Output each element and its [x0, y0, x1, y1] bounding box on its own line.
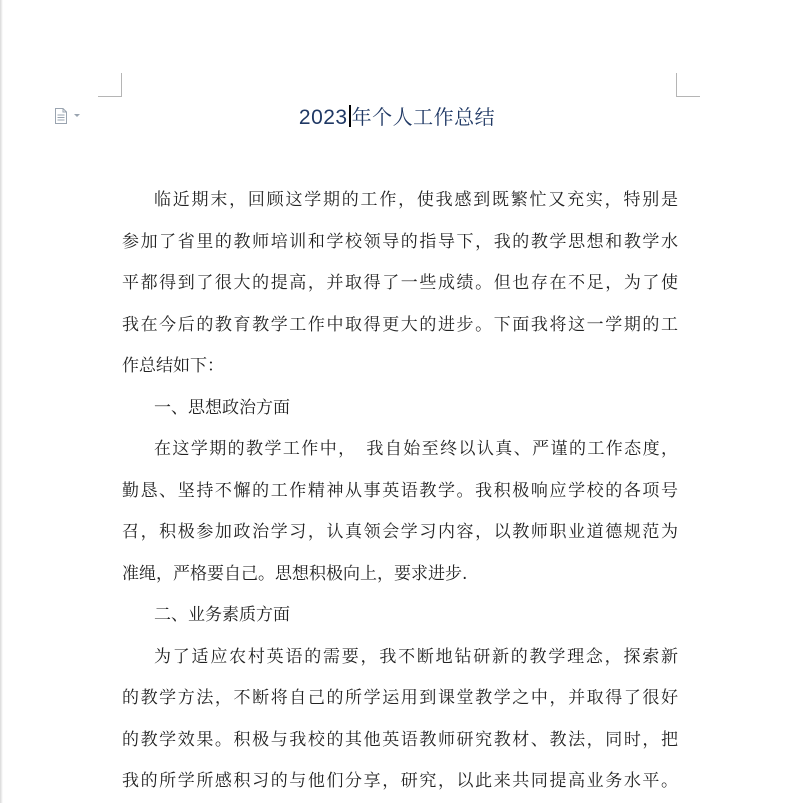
paragraph-line: 为了适应农村英语的需要，我不断地钻研新的教学理念，探索新 — [154, 646, 678, 667]
document-title[interactable] — [0, 104, 794, 131]
paragraph-line: 的教学方法，不断将自己的所学运用到课堂教学之中，并取得了很好 — [122, 688, 678, 708]
document-body[interactable] — [122, 184, 678, 807]
margin-corner-top-left — [98, 73, 122, 97]
title-text: 年个人工作总结 — [351, 105, 496, 129]
paragraph-line: 的教学效果。积极与我校的其他英语教师研究教材、教法，同时，把 — [122, 729, 678, 750]
paragraph-line: 在这学期的教学工作中， 我自始至终以认真、严谨的工作态度， — [154, 439, 678, 459]
paragraph-line: 我的所学所感积习的与他们分享，研究，以此来共同提高业务水平。 — [122, 771, 678, 791]
paragraph-line: 作总结如下： — [122, 356, 224, 376]
section-heading: 二、业务素质方面 — [154, 605, 290, 625]
paragraph-line: 参加了省里的教师培训和学校领导的指导下，我的教学思想和教学水 — [122, 231, 678, 252]
margin-corner-top-right — [676, 73, 700, 97]
paragraph-line: 召，积极参加政治学习，认真领会学习内容，以教师职业道德规范为 — [122, 522, 678, 542]
paragraph-line: 准绳，严格要自己。思想积极向上，要求进步. — [122, 563, 468, 584]
section-heading: 一、思想政治方面 — [154, 397, 290, 418]
paragraph-line: 勤恳、坚持不懈的工作精神从事英语教学。我积极响应学校的各项号 — [122, 480, 678, 501]
paragraph-line: 临近期末，回顾这学期的工作，使我感到既繁忙又充实，特别是 — [154, 190, 678, 210]
paragraph-line: 我在今后的教育教学工作中取得更大的进步。下面我将这一学期的工 — [122, 314, 678, 335]
text-cursor — [349, 105, 351, 127]
title-year: 2023 — [298, 106, 348, 129]
paragraph-line: 平都得到了很大的提高，并取得了一些成绩。但也存在不足，为了使 — [122, 273, 678, 293]
